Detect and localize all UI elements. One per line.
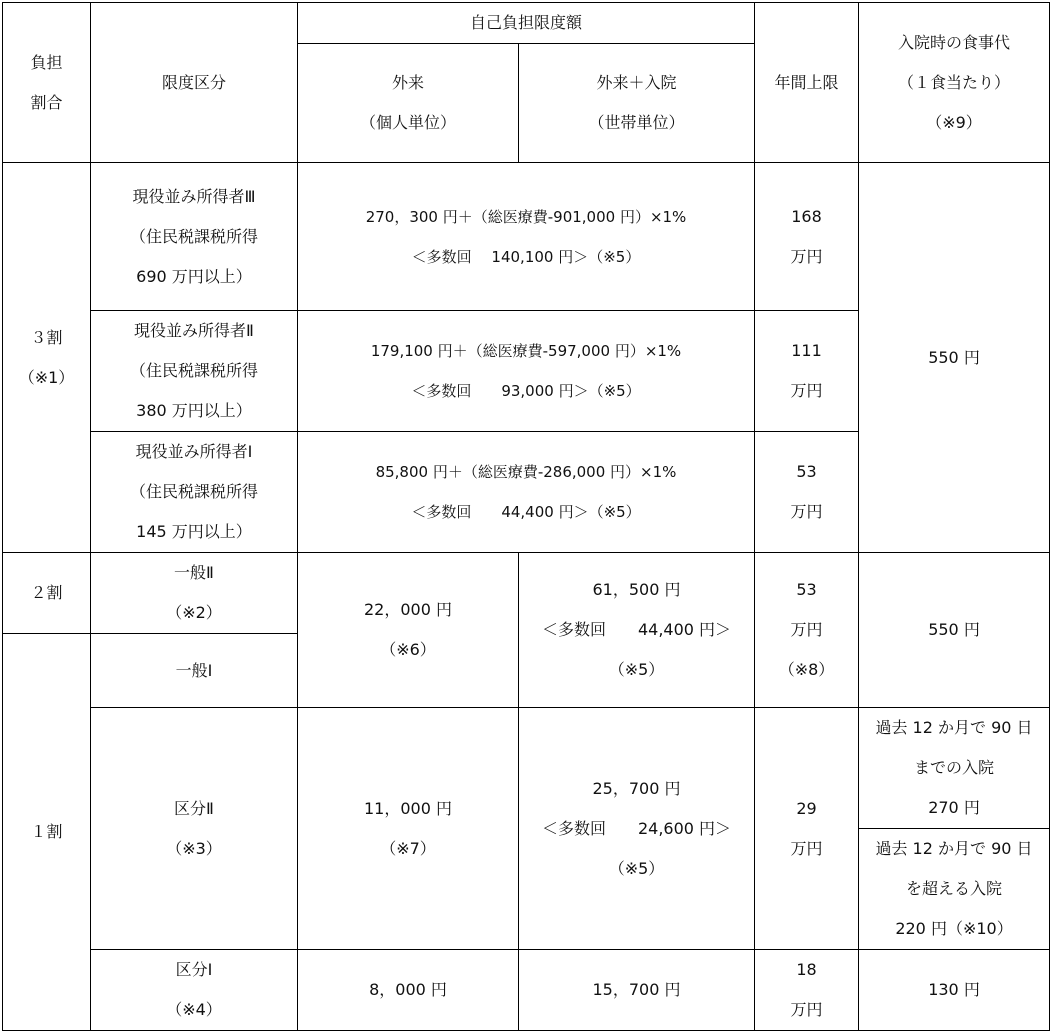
category-line: （住民税課税所得 bbox=[129, 361, 258, 380]
category-line: 現役並み所得者Ⅲ bbox=[132, 186, 256, 206]
meal-value: 130 円 bbox=[928, 980, 980, 999]
limit-formula-cell bbox=[298, 163, 755, 311]
category-line: 380 万円以上） bbox=[136, 401, 252, 420]
annual-cell bbox=[755, 553, 859, 708]
meal-cell bbox=[859, 163, 1050, 553]
outpatient-limit-note: （※6） bbox=[380, 640, 436, 659]
copayment-limit-table bbox=[2, 2, 1050, 1031]
limit-many-times: ＜多数回 140,100 円＞（※5） bbox=[411, 247, 641, 266]
annual-unit: 万円 bbox=[790, 620, 823, 639]
header-row-1 bbox=[3, 3, 1050, 44]
ratio-3-label: ３割 bbox=[30, 327, 63, 347]
limit-formula: 179,100 円＋（総医療費-597,000 円）×1% bbox=[370, 342, 682, 360]
header-outpatient-line-1: 外来 bbox=[391, 73, 424, 92]
annual-cell bbox=[755, 163, 859, 311]
category-cell bbox=[91, 553, 298, 634]
category-cell bbox=[91, 311, 298, 432]
ratio-3-note: （※1） bbox=[18, 367, 75, 387]
header-limit-group: 自己負担限度額 bbox=[470, 13, 583, 32]
meal-line: までの入院 bbox=[914, 758, 995, 777]
category-line: 690 万円以上） bbox=[136, 266, 252, 286]
annual-unit: 万円 bbox=[790, 381, 823, 400]
meal-value: 550 円 bbox=[928, 347, 980, 367]
annual-cell bbox=[755, 950, 859, 1031]
category-line: （住民税課税所得 bbox=[129, 482, 258, 501]
limit-formula-cell bbox=[298, 432, 755, 553]
header-outpatient-line-2: （個人単位） bbox=[359, 113, 456, 132]
meal-line: 270 円 bbox=[928, 798, 980, 817]
header-ratio-line-1: 負担 bbox=[30, 52, 63, 72]
ratio-2-cell bbox=[3, 553, 91, 634]
limit-formula-cell bbox=[298, 311, 755, 432]
annual-unit: 万円 bbox=[790, 502, 823, 521]
annual-cell bbox=[755, 708, 859, 950]
meal-line: を超える入院 bbox=[906, 879, 1003, 898]
annual-value: 18 bbox=[796, 960, 817, 979]
annual-unit: 万円 bbox=[790, 246, 823, 266]
out-in-limit-value: 61，500 円 bbox=[592, 580, 681, 599]
category-line: 一般Ⅰ bbox=[175, 660, 213, 680]
header-meal-line-1: 入院時の食事代 bbox=[898, 32, 1011, 52]
limit-formula: 85,800 円＋（総医療費-286,000 円）×1% bbox=[375, 463, 677, 481]
header-out-in-line-2: （世帯単位） bbox=[588, 113, 685, 132]
category-cell bbox=[91, 950, 298, 1031]
annual-unit: 万円 bbox=[790, 1000, 823, 1019]
annual-unit: 万円 bbox=[790, 838, 823, 858]
category-line: 現役並み所得者Ⅰ bbox=[135, 442, 253, 461]
category-line: （住民税課税所得 bbox=[129, 226, 258, 246]
table-row bbox=[3, 950, 1050, 1031]
outpatient-limit-value: 11，000 円 bbox=[364, 798, 452, 818]
annual-value: 29 bbox=[796, 798, 817, 818]
out-in-limit-cell bbox=[519, 708, 755, 950]
category-cell bbox=[91, 432, 298, 553]
header-out-in-cell bbox=[519, 44, 755, 163]
out-in-limit-cell bbox=[519, 950, 755, 1031]
table-row bbox=[3, 553, 1050, 634]
out-in-limit-note: （※5） bbox=[608, 858, 665, 878]
outpatient-limit-cell bbox=[298, 553, 519, 708]
header-category-cell bbox=[91, 3, 298, 163]
meal-line: 220 円（※10） bbox=[895, 919, 1013, 938]
header-out-in-line-1: 外来＋入院 bbox=[596, 73, 677, 92]
out-in-limit-note: （※5） bbox=[608, 660, 665, 679]
outpatient-limit-note: （※7） bbox=[380, 838, 436, 858]
annual-value: 53 bbox=[796, 462, 817, 481]
category-cell bbox=[91, 634, 298, 708]
category-cell bbox=[91, 708, 298, 950]
meal-cell bbox=[859, 829, 1050, 950]
category-line: （※2） bbox=[166, 603, 222, 622]
meal-cell bbox=[859, 950, 1050, 1031]
limit-many-times: ＜多数回 93,000 円＞（※5） bbox=[411, 382, 641, 400]
header-limit-group-cell bbox=[298, 3, 755, 44]
header-meal-line-3: （※9） bbox=[926, 112, 982, 132]
meal-line: 過去 12 か月で 90 日 bbox=[875, 839, 1033, 858]
annual-cell bbox=[755, 432, 859, 553]
ratio-3-cell bbox=[3, 163, 91, 553]
outpatient-limit-cell bbox=[298, 950, 519, 1031]
category-line: （※4） bbox=[166, 1000, 222, 1019]
header-ratio-line-2: 割合 bbox=[30, 92, 63, 112]
out-in-limit-value: 15，700 円 bbox=[592, 980, 681, 999]
category-cell bbox=[91, 163, 298, 311]
limit-formula: 270，300 円＋（総医療費-901,000 円）×1% bbox=[365, 207, 687, 226]
category-line: （※3） bbox=[166, 838, 222, 858]
category-line: 145 万円以上） bbox=[136, 522, 252, 541]
header-annual: 年間上限 bbox=[774, 72, 839, 92]
header-annual-cell bbox=[755, 3, 859, 163]
header-meal-cell bbox=[859, 3, 1050, 163]
category-line: 区分Ⅱ bbox=[174, 798, 214, 818]
annual-value: 53 bbox=[796, 580, 817, 599]
annual-note: （※8） bbox=[778, 660, 835, 679]
out-in-limit-many-times: ＜多数回 24,600 円＞ bbox=[541, 818, 732, 838]
table-row bbox=[3, 163, 1050, 311]
ratio-2-label: ２割 bbox=[30, 583, 63, 602]
category-line: 一般Ⅱ bbox=[174, 563, 214, 582]
out-in-limit-many-times: ＜多数回 44,400 円＞ bbox=[541, 620, 732, 639]
meal-line: 過去 12 か月で 90 日 bbox=[875, 718, 1033, 737]
meal-cell bbox=[859, 708, 1050, 829]
outpatient-limit-value: 22，000 円 bbox=[364, 600, 452, 619]
annual-cell bbox=[755, 311, 859, 432]
annual-value: 111 bbox=[791, 341, 822, 360]
header-meal-line-2: （１食当たり） bbox=[898, 72, 1011, 92]
outpatient-limit-value: 8，000 円 bbox=[369, 980, 447, 999]
limit-many-times: ＜多数回 44,400 円＞（※5） bbox=[411, 503, 641, 521]
annual-value: 168 bbox=[791, 206, 822, 226]
header-category: 限度区分 bbox=[161, 72, 226, 92]
table-row bbox=[3, 708, 1050, 829]
table-wrapper bbox=[2, 2, 1050, 1031]
ratio-1-label: １割 bbox=[30, 822, 63, 841]
ratio-1-cell bbox=[3, 634, 91, 1031]
meal-cell bbox=[859, 553, 1050, 708]
category-line: 区分Ⅰ bbox=[175, 960, 213, 979]
category-line: 現役並み所得者Ⅱ bbox=[134, 321, 254, 340]
out-in-limit-cell bbox=[519, 553, 755, 708]
outpatient-limit-cell bbox=[298, 708, 519, 950]
header-ratio-cell bbox=[3, 3, 91, 163]
meal-value: 550 円 bbox=[928, 620, 980, 639]
out-in-limit-value: 25，700 円 bbox=[592, 778, 681, 798]
header-outpatient-cell bbox=[298, 44, 519, 163]
